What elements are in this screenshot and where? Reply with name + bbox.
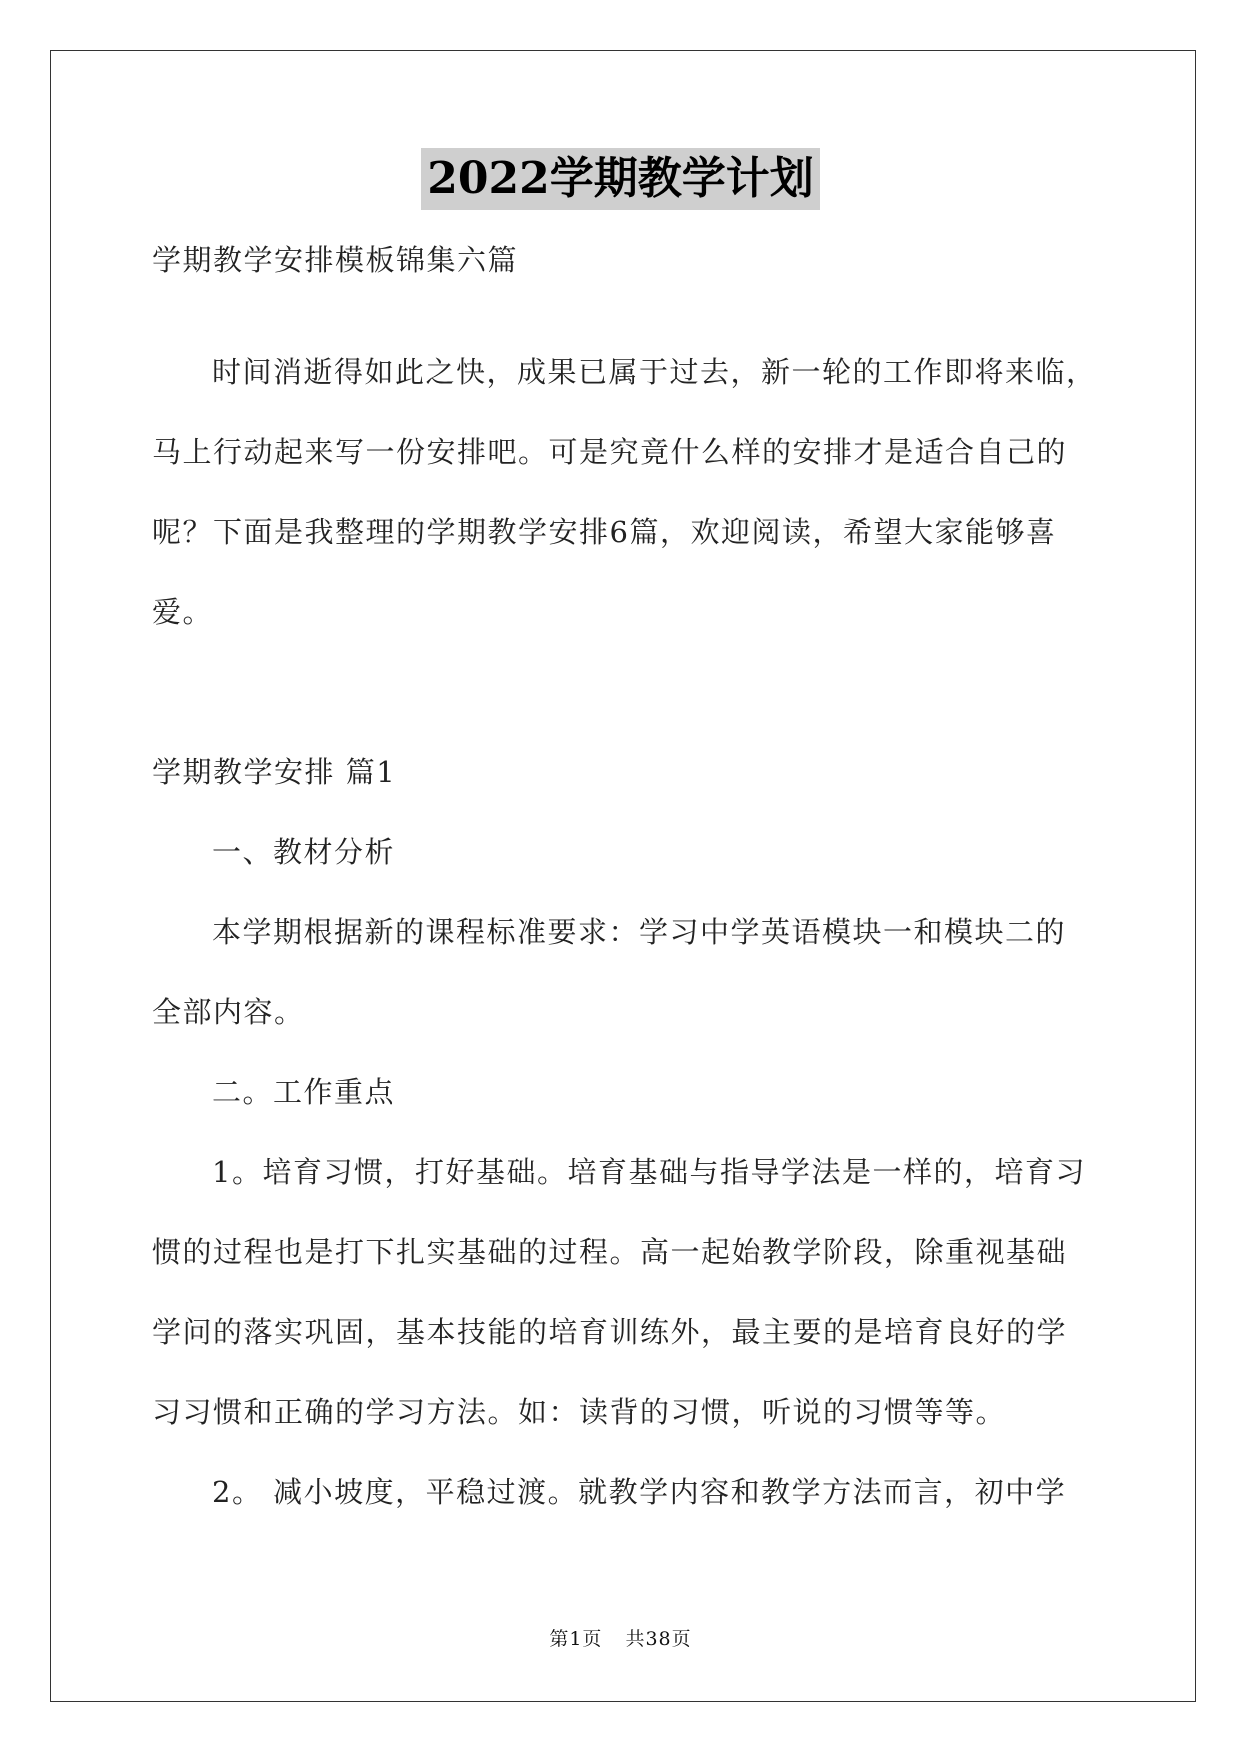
intro-line-3: 呢？下面是我整理的学期教学安排6篇，欢迎阅读，希望大家能够喜: [152, 515, 1057, 549]
document-title: 2022学期教学计划: [421, 148, 819, 210]
heading-textbook-analysis: 一、教材分析: [212, 835, 396, 869]
page-number: 第1页: [549, 1628, 603, 1650]
intro-line-4: 爱。: [152, 595, 214, 629]
intro-line-2: 马上行动起来写一份安排吧。可是究竟什么样的安排才是适合自己的: [152, 435, 1068, 469]
section-heading: 学期教学安排 篇1: [152, 755, 397, 789]
document-subtitle: 学期教学安排模板锦集六篇: [152, 243, 519, 277]
paragraph-3-line-1: 2。 减小坡度，平稳过渡。就教学内容和教学方法而言，初中学: [212, 1475, 1067, 1509]
heading-work-focus: 二。工作重点: [212, 1075, 396, 1109]
paragraph-2-line-3: 学问的落实巩固，基本技能的培育训练外，最主要的是培育良好的学: [152, 1315, 1068, 1349]
intro-line-1: 时间消逝得如此之快，成果已属于过去，新一轮的工作即将来临，: [212, 355, 1097, 389]
paragraph-2-line-2: 惯的过程也是打下扎实基础的过程。高一起始教学阶段，除重视基础: [152, 1235, 1068, 1269]
page-footer: [0, 1624, 1241, 1651]
paragraph-1-line-2: 全部内容。: [152, 995, 305, 1029]
page-border: [50, 50, 1196, 1702]
paragraph-2-line-1: 1。培育习惯，打好基础。培育基础与指导学法是一样的，培育习: [212, 1155, 1086, 1189]
paragraph-1-line-1: 本学期根据新的课程标准要求：学习中学英语模块一和模块二的: [212, 915, 1067, 949]
title-container: [0, 148, 1241, 210]
paragraph-2-line-4: 习习惯和正确的学习方法。如：读背的习惯，听说的习惯等等。: [152, 1395, 1007, 1429]
page-total: 共38页: [625, 1628, 692, 1650]
